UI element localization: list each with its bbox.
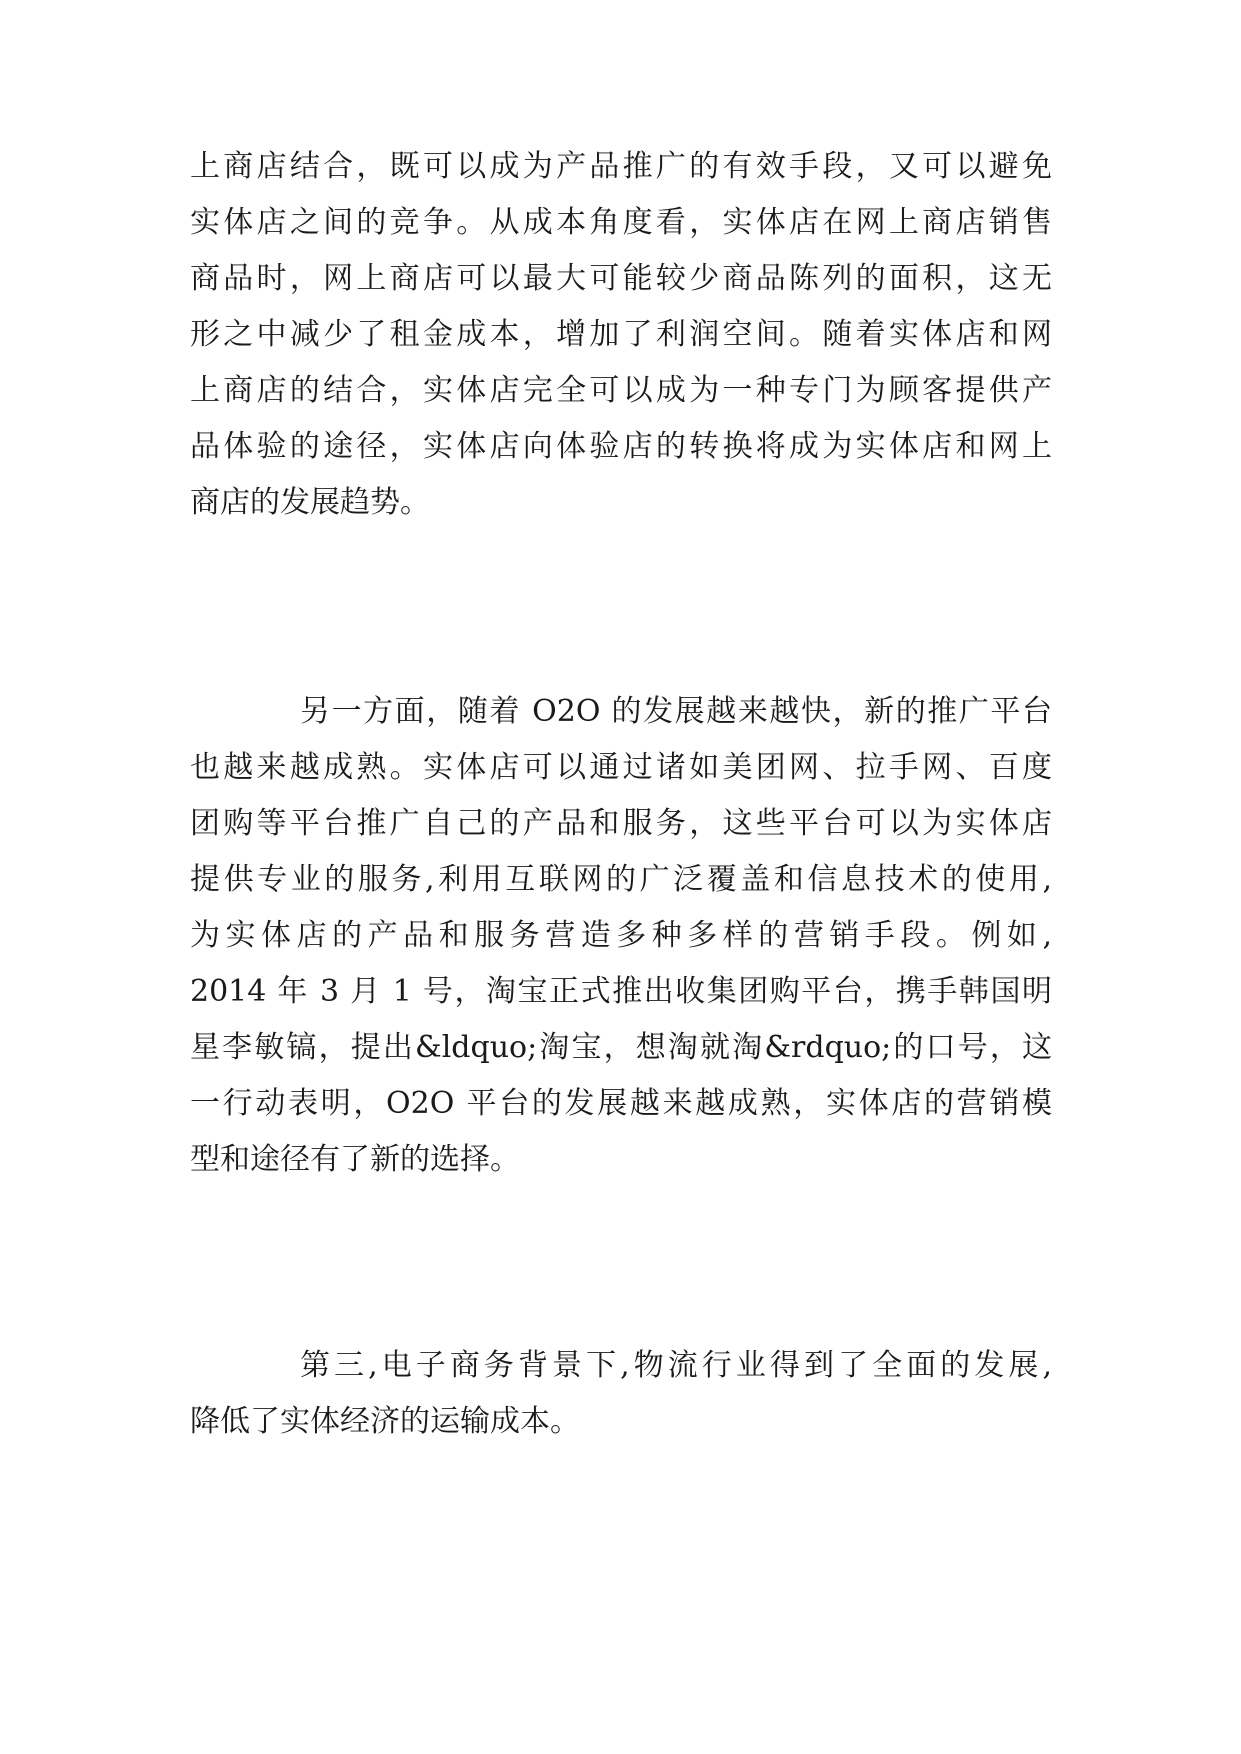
paragraph-line: 为实体店的产品和服务营造多种多样的营销手段。例如, — [190, 918, 1052, 953]
paragraph-line: 品体验的途径，实体店向体验店的转换将成为实体店和网上 — [190, 429, 1052, 464]
paragraph-line: 星李敏镐，提出&ldquo;淘宝，想淘就淘&rdquo;的口号，这 — [190, 1030, 1052, 1065]
paragraph-line: 实体店之间的竞争。从成本角度看，实体店在网上商店销售 — [190, 205, 1052, 240]
paragraph-line: 上商店的结合，实体店完全可以成为一种专门为顾客提供产 — [190, 373, 1052, 408]
paragraph-line: 第三,电子商务背景下,物流行业得到了全面的发展, — [300, 1348, 1052, 1383]
paragraph-line: 另一方面，随着 O2O 的发展越来越快，新的推广平台 — [300, 694, 1052, 729]
paragraph-line: 降低了实体经济的运输成本。 — [190, 1404, 580, 1439]
paragraph-line: 上商店结合，既可以成为产品推广的有效手段，又可以避免 — [190, 149, 1052, 184]
paragraph-line: 商品时，网上商店可以最大可能较少商品陈列的面积，这无 — [190, 261, 1052, 296]
paragraph-line: 团购等平台推广自己的产品和服务，这些平台可以为实体店 — [190, 806, 1052, 841]
paragraph-line: 型和途径有了新的选择。 — [190, 1142, 520, 1177]
paragraph-line: 一行动表明，O2O 平台的发展越来越成熟，实体店的营销模 — [190, 1086, 1052, 1121]
paragraph-line: 商店的发展趋势。 — [190, 485, 430, 520]
paragraph-line: 提供专业的服务,利用互联网的广泛覆盖和信息技术的使用, — [190, 862, 1052, 897]
paragraph-line: 2014 年 3 月 1 号，淘宝正式推出收集团购平台，携手韩国明 — [190, 974, 1052, 1009]
paragraph-line: 形之中减少了租金成本，增加了利润空间。随着实体店和网 — [190, 317, 1052, 352]
paragraph-line: 也越来越成熟。实体店可以通过诸如美团网、拉手网、百度 — [190, 750, 1052, 785]
